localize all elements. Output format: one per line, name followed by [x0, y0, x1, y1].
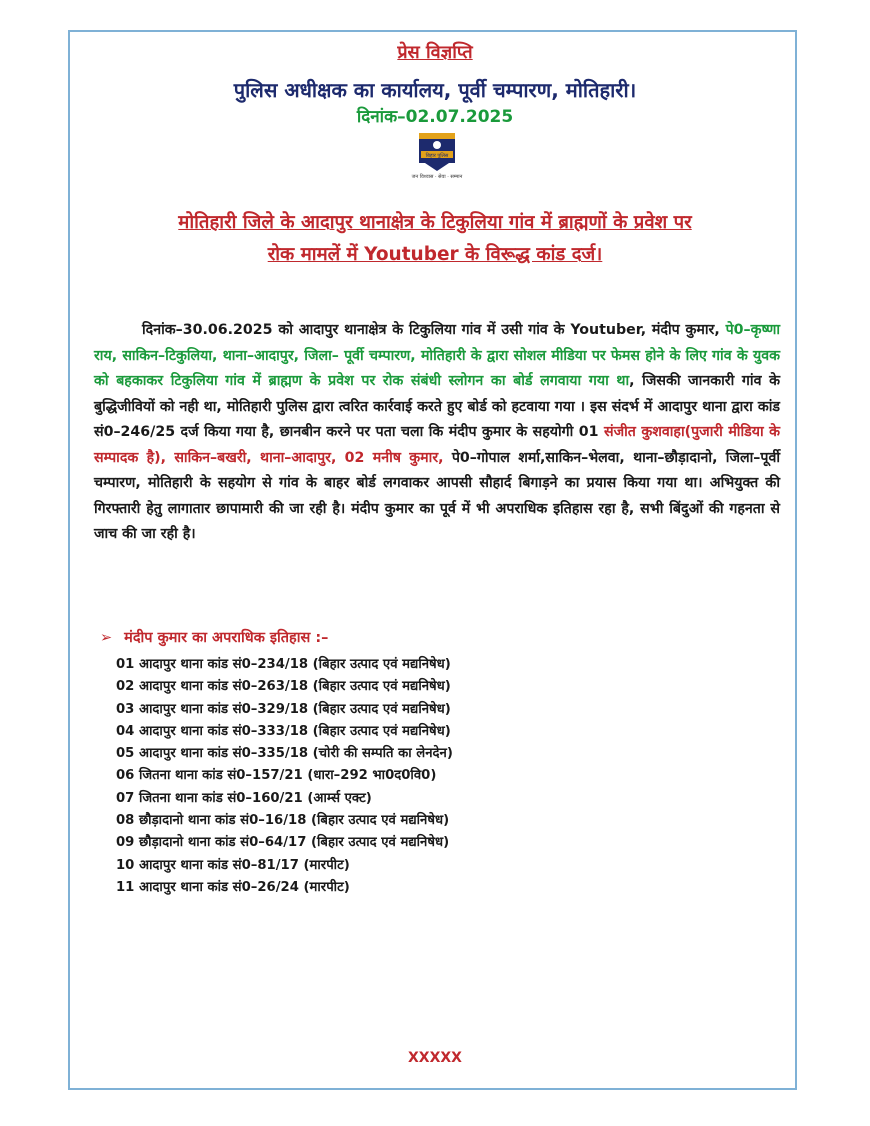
criminal-history-heading	[100, 627, 328, 647]
list-item: 11 आदापुर थाना कांड सं0–26/24 (मारपीट)	[116, 879, 350, 895]
emblem-caption: जन विश्वास · सेवा · सम्मान	[411, 174, 463, 180]
office-name: पुलिस अधीक्षक का कार्यालय, पूर्वी चम्पारण, मोतिहारी।	[233, 78, 637, 102]
list-item: 08 छौड़ादानो थाना कांड सं0–16/18 (बिहार उत्पाद एवं मद्यनिषेध)	[116, 813, 450, 829]
body-paragraph	[94, 318, 780, 548]
criminal-history-heading-text: मंदीप कुमार का अपराधिक इतिहास :–	[124, 630, 329, 646]
headline-line-1: मोतिहारी जिले के आदापुर थानाक्षेत्र के टिकुलिया गांव में ब्राह्मणों के प्रवेश पर	[178, 212, 692, 233]
headline	[95, 207, 775, 271]
body-part-1: दिनांक–30.06.2025 को आदापुर थानाक्षेत्र के टिकुलिया गांव में उसी गांव के Youtuber, मंदीप कुमार,	[142, 322, 726, 338]
list-item: 07 जितना थाना कांड सं0–160/21 (आर्म्स एक्ट)	[116, 790, 372, 806]
body-part-2: पे0–कृष्णा राय, साकिन–टिकुलिया, थाना–आदापुर, जिला– पूर्वी चम्पारण, मोतिहारी के द्वारा सोशल मीडिया पर फेमस होने के लिए गांव के युवक को बहकाकर टिकुलिया गांव में ब्राह्मण के प्रवेश पर रोक संबंधी स्लोगन का बोर्ड लगवाया गया था	[94, 322, 780, 389]
list-item: 03 आदापुर थाना कांड सं0–329/18 (बिहार उत्पाद एवं मद्यनिषेध)	[116, 701, 451, 717]
footer-marker: XXXXX	[408, 1050, 462, 1066]
page-border	[68, 30, 797, 1090]
body-part-4: संजीत कुशवाहा(पुजारी मीडिया के सम्पादक है), साकिन–बखरी, थाना–आदापुर, 02 मनीष कुमार,	[94, 424, 780, 466]
arrow-bullet-icon: ➢	[100, 630, 113, 646]
body-part-5: पे0–गोपाल शर्मा,साकिन–भेलवा, थाना–छौड़ादानो, जिला–पूर्वी चम्पारण, मोतिहारी के सहयोग से गांव के बाहर बोर्ड लगवाकर आपसी सौहार्द बिगाड़ने का प्रयास किया गया था। अभियुक्त की गिरफ्तारी हेतु लागातार छापामारी की जा रही है। मंदीप कुमार का पूर्व में भी अपराधिक इतिहास रहा है, सभी बिंदुओं की गहनता से जाच की जा रही है।	[94, 449, 781, 542]
press-release-title: प्रेस विज्ञप्ति	[397, 42, 473, 63]
emblem-text: बिहार पुलिस	[425, 152, 449, 159]
list-item: 05 आदापुर थाना कांड सं0–335/18 (चोरी की सम्पति का लेनदेन)	[116, 746, 453, 762]
list-item: 04 आदापुर थाना कांड सं0–333/18 (बिहार उत्पाद एवं मद्यनिषेध)	[116, 723, 451, 739]
headline-line-2: रोक मामलें में Youtuber के विरूद्ध कांड दर्ज।	[267, 244, 603, 265]
case-list	[116, 654, 453, 899]
release-date: दिनांक–02.07.2025	[356, 107, 514, 127]
body-part-3: , जिसकी जानकारी गांव के बुद्धिजीवियों को नही था, मोतिहारी पुलिस द्वारा त्वरित कार्रवाई करते हुए बोर्ड को हटवाया गया । इस संदर्भ में आदापुर थाना द्वारा कांड सं0–246/25 दर्ज किया गया है, छानबीन करने पर पता चला कि मंदीप कुमार के सहयोगी 01	[94, 373, 780, 440]
list-item: 01 आदापुर थाना कांड सं0–234/18 (बिहार उत्पाद एवं मद्यनिषेध)	[116, 657, 451, 672]
list-item: 06 जितना थाना कांड सं0–157/21 (धारा–292 भा0द0वि0)	[116, 768, 437, 784]
list-item: 09 छौड़ादानो थाना कांड सं0–64/17 (बिहार उत्पाद एवं मद्यनिषेध)	[116, 835, 450, 851]
list-item: 02 आदापुर थाना कांड सं0–263/18 (बिहार उत्पाद एवं मद्यनिषेध)	[116, 679, 451, 695]
bihar-police-emblem-icon	[407, 131, 467, 173]
list-item: 10 आदापुर थाना कांड सं0–81/17 (मारपीट)	[116, 857, 350, 873]
